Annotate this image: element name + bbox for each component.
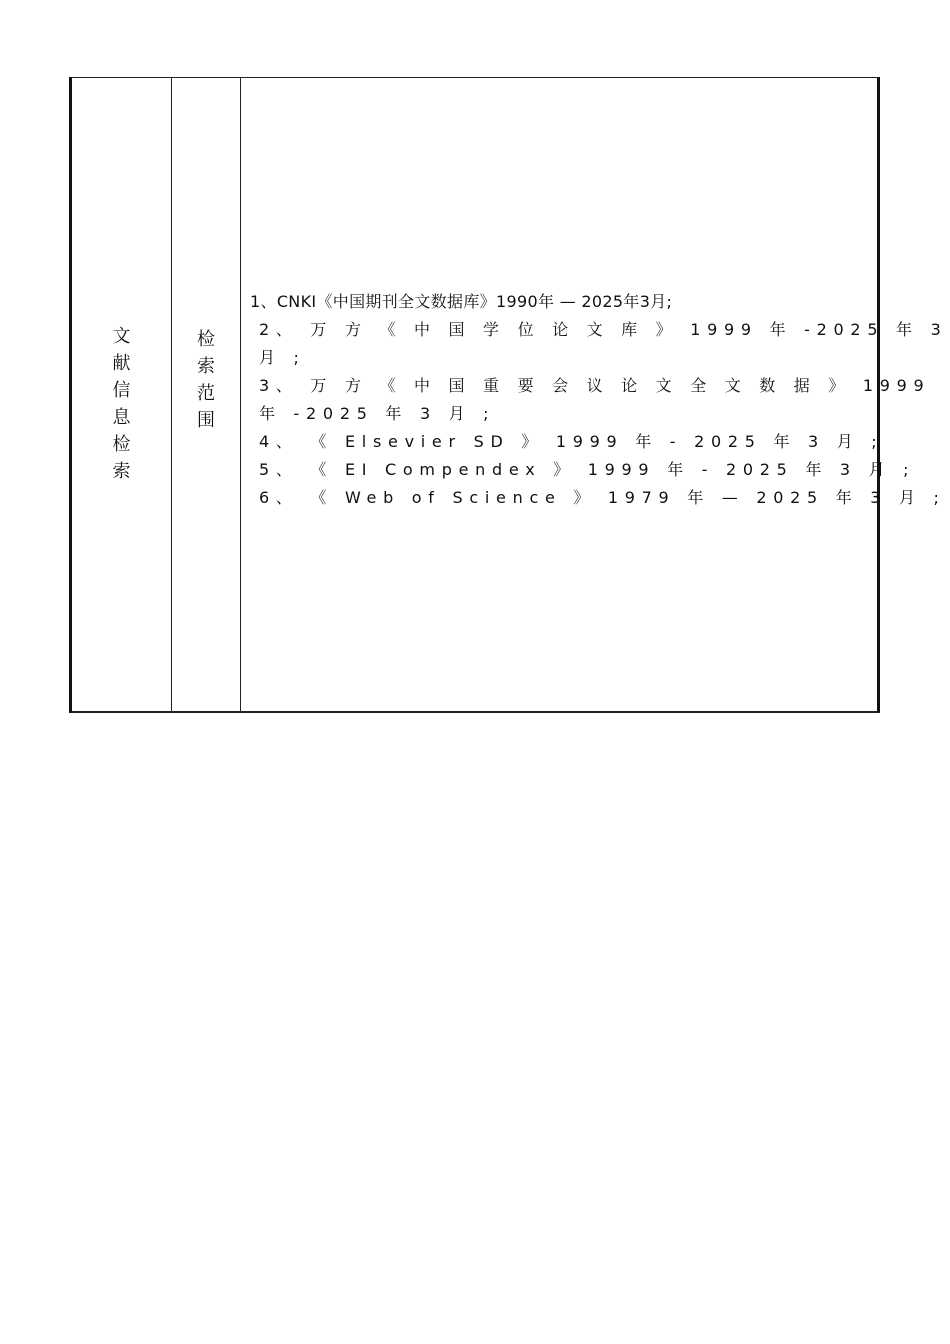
literature-search-table [69,77,948,713]
label-char: 检 [197,329,215,350]
category-char: 信 [112,380,131,401]
scope-line: 6、 《 Web of Science 》 1979 年 — 2025 年 3 月 ; [259,488,946,507]
scope-line: 1、CNKI《中国期刊全文数据库》1990年 — 2025年3月; [250,292,673,311]
category-char: 文 [112,326,131,347]
category-char: 献 [112,353,131,374]
label-cell [172,78,241,711]
scope-line: 5、 《 EI Compendex 》 1999 年 - 2025 年 3 月 ; [259,460,916,479]
label-char: 索 [197,356,215,377]
label-char: 范 [197,383,215,404]
category-text [72,323,171,485]
category-char: 索 [112,461,131,482]
scope-line: 月 ; [259,348,306,367]
scope-line: 4、 《 Elsevier SD 》 1999 年 - 2025 年 3 月 ; [259,432,884,451]
category-char: 息 [112,407,131,428]
scope-line: 3、 万 方 《 中 国 重 要 会 议 论 文 全 文 数 据 》 1999 [259,376,931,395]
label-text [172,326,240,434]
label-char: 围 [197,410,215,431]
scope-line: 2、 万 方 《 中 国 学 位 论 文 库 》 1999 年 -2025 年 3 [259,320,948,339]
category-char: 检 [112,434,131,455]
category-cell [72,78,172,711]
content-cell [241,78,948,711]
scope-line: 年 -2025 年 3 月 ; [259,404,496,423]
search-scope-list [250,288,948,512]
